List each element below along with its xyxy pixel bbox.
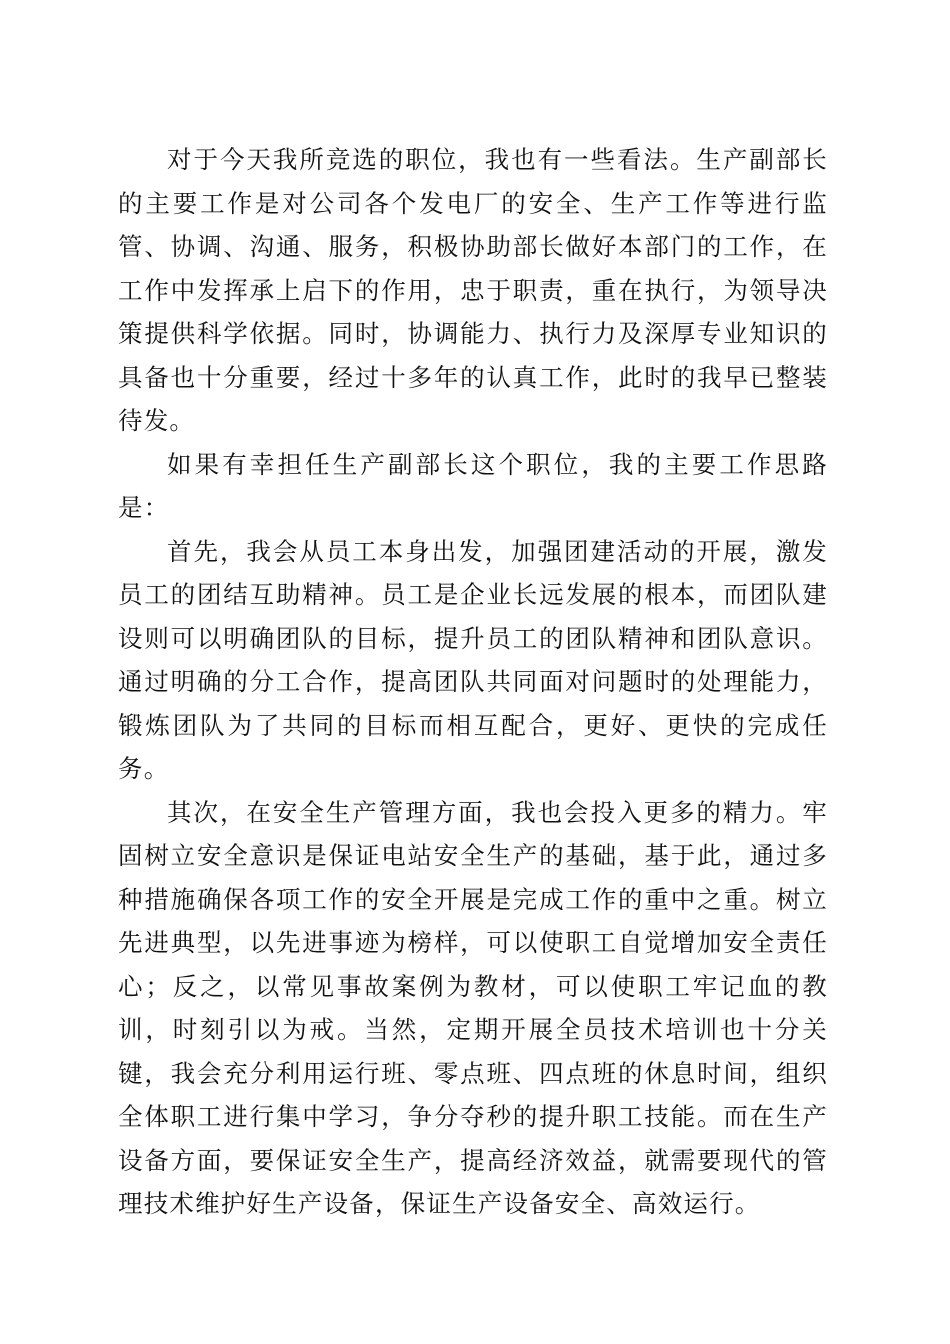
- paragraph-safety-management: 其次，在安全生产管理方面，我也会投入更多的精力。牢固树立安全意识是保证电站安全生产的基础，基于此，通过多种措施确保各项工作的安全开展是完成工作的重中之重。树立先进典型，以先进事迹为榜样，可以使职工自觉增加安全责任心；反之，以常见事故案例为教材，可以使职工牢记血的教训，时刻引以为戒。当然，定期开展全员技术培训也十分关键，我会充分利用运行班、零点班、四点班的休息时间，组织全体职工进行集中学习，争分夺秒的提升职工技能。而在生产设备方面，要保证安全生产，提高经济效益，就需要现代的管理技术维护好生产设备，保证生产设备安全、高效运行。: [118, 797, 828, 1218]
- paragraph-work-plan-intro: 如果有幸担任生产副部长这个职位，我的主要工作思路是：: [118, 449, 828, 522]
- body-text: [118, 138, 828, 1226]
- paragraph-position-views: 对于今天我所竞选的职位，我也有一些看法。生产副部长的主要工作是对公司各个发电厂的安全、生产工作等进行监管、协调、沟通、服务，积极协助部长做好本部门的工作，在工作中发挥承上启下的作用，忠于职责，重在执行，为领导决策提供科学依据。同时，协调能力、执行力及深厚专业知识的具备也十分重要，经过十多年的认真工作，此时的我早已整装待发。: [118, 145, 828, 435]
- paragraph-team-building: 首先，我会从员工本身出发，加强团建活动的开展，激发员工的团结互助精神。员工是企业长远发展的根本，而团队建设则可以明确团队的目标，提升员工的团队精神和团队意识。通过明确的分工合作，提高团队共同面对问题时的处理能力，锻炼团队为了共同的目标而相互配合，更好、更快的完成任务。: [118, 536, 828, 783]
